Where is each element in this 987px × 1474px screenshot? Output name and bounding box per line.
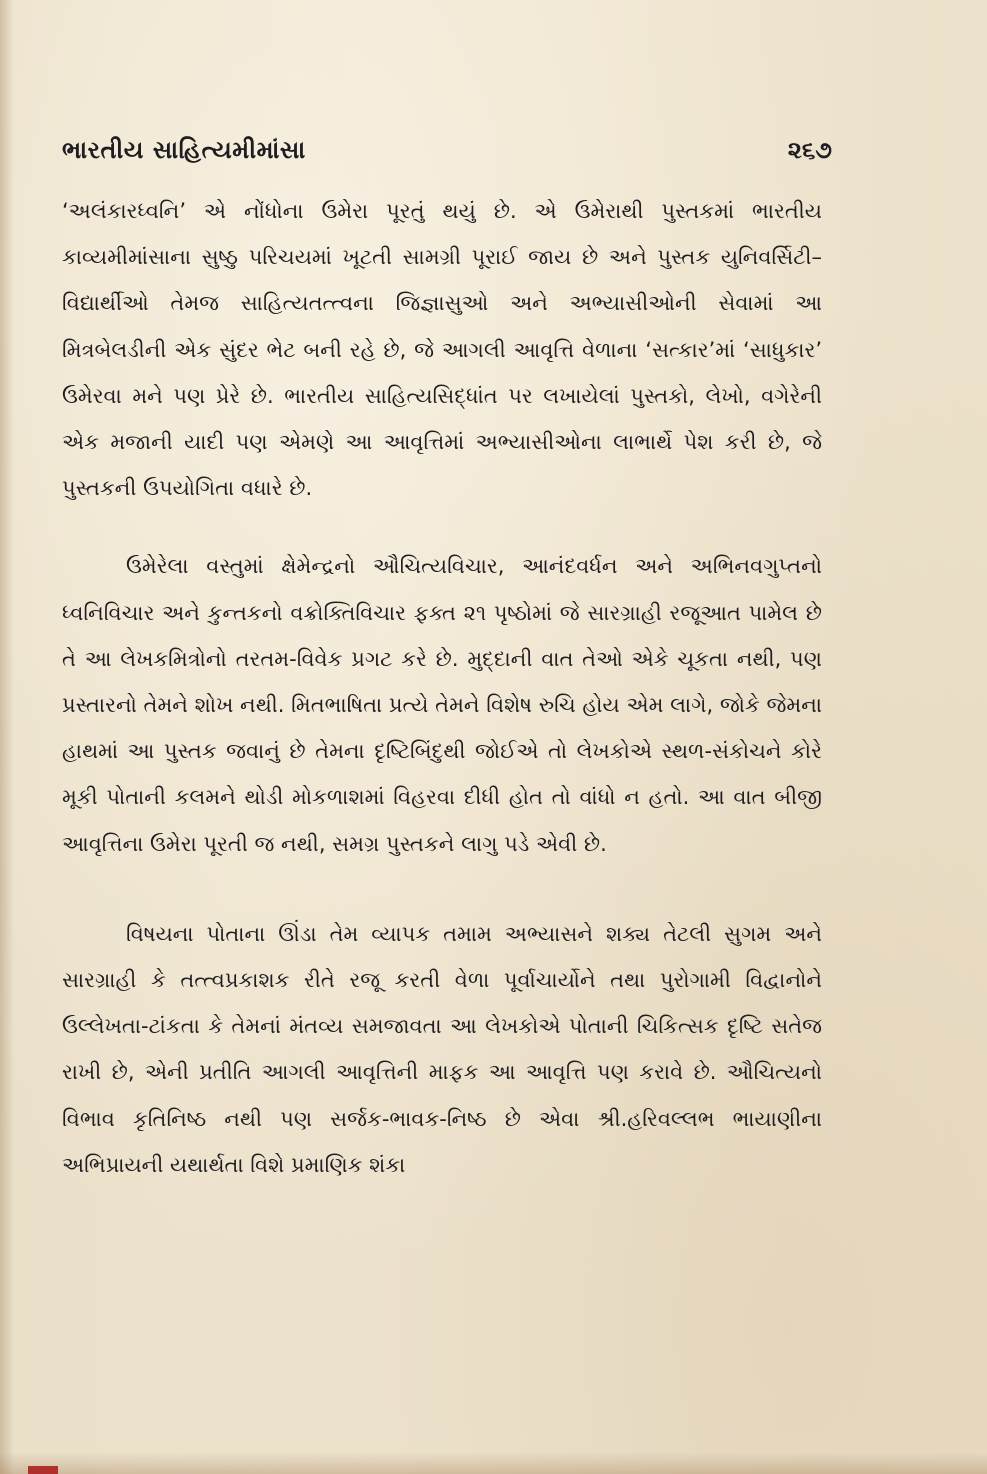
page-number: ૨૬૭ [787, 136, 832, 164]
paragraph-3: વિષયના પોતાના ઊંડા તેમ વ્યાપક તમામ અભ્યાસને શક્ય તેટલી સુગમ અને સારગ્રાહી કે તત્ત્વપ્રકાશક રીતે રજૂ કરતી વેળા પૂર્વાચાર્યોને તથા પુરોગામી વિદ્વાનોને ઉલ્લેખતા-ટાંકતા કે તેમનાં મંતવ્ય સમજાવતા આ લેખકોએ પોતાની ચિકિત્સક દૃષ્ટિ સતેજ રાખી છે, એની પ્રતીતિ આગલી આવૃત્તિની માફક આ આવૃત્તિ પણ કરાવે છે. ઔચિત્યનો વિભાવ કૃતિનિષ્ઠ નથી પણ સર્જક-ભાવક-નિષ્ઠ છે એવા શ્રી.હરિવલ્લભ ભાયાણીના અભિપ્રાયની યથાર્થતા વિશે પ્રમાણિક શંકા [62, 921, 822, 1177]
page-header [62, 128, 832, 172]
red-binding-mark [28, 1466, 58, 1474]
paragraph-2: ઉમેરેલા વસ્તુમાં ક્ષેમેન્દ્રનો ઔચિત્યવિચાર, આનંદવર્ધન અને અભિનવગુપ્તનો ધ્વનિવિચાર અને કુન્તકનો વક્રોક્તિવિચાર ફક્ત ૨૧ પૃષ્ઠોમાં જે સારગ્રાહી રજૂઆત પામેલ છે તે આ લેખકમિત્રોનો તરતમ-વિવેક પ્રગટ કરે છે. મુદ્દાની વાત તેઓ એકે ચૂકતા નથી, પણ પ્રસ્તારનો તેમને શોખ નથી. મિતભાષિતા પ્રત્યે તેમને વિશેષ રુચિ હોય એમ લાગે, જોકે જેમના હાથમાં આ પુસ્તક જવાનું છે તેમના દૃષ્ટિબિંદુથી જોઈએ તો લેખકોએ સ્થળ-સંકોચને કોરે મૂકી પોતાની કલમને થોડી મોકળાશમાં વિહરવા દીધી હોત તો વાંધો ન હતો. આ વાત બીજી આવૃત્તિના ઉમેરા પૂરતી જ નથી, સમગ્ર પુસ્તકને લાગુ પડે એવી છે. [62, 554, 822, 856]
paragraph-1: ‘અલંકારધ્વનિ’ એ નોંધોના ઉમેરા પૂરતું થયું છે. એ ઉમેરાથી પુસ્તકમાં ભારતીય કાવ્યમીમાંસાના સુષ્ઠુ પરિચયમાં ખૂટતી સામગ્રી પૂરાઈ જાય છે અને પુસ્તક યુનિવર્સિટી–વિદ્યાર્થીઓ તેમજ સાહિત્યતત્ત્વના જિજ્ઞાસુઓ અને અભ્યાસીઓની સેવામાં આ મિત્રબેલડીની એક સુંદર ભેટ બની રહે છે, જે આગલી આવૃત્તિ વેળાના ‘સત્કાર’માં ‘સાધુકાર’ ઉમેરવા મને પણ પ્રેરે છે. ભારતીય સાહિત્યસિદ્ધાંત પર લખાયેલાં પુસ્તકો, લેખો, વગેરેની એક મજાની યાદી પણ એમણે આ આવૃત્તિમાં અભ્યાસીઓના લાભાર્થે પેશ કરી છે, જે પુસ્તકની ઉપયોગિતા વધારે છે. [62, 199, 822, 501]
page-body [62, 188, 822, 1188]
running-title: ભારતીય સાહિત્યમીમાંસા [62, 136, 306, 164]
page-bottom-stain [0, 1452, 987, 1474]
page-edge-shadow [0, 0, 14, 1474]
